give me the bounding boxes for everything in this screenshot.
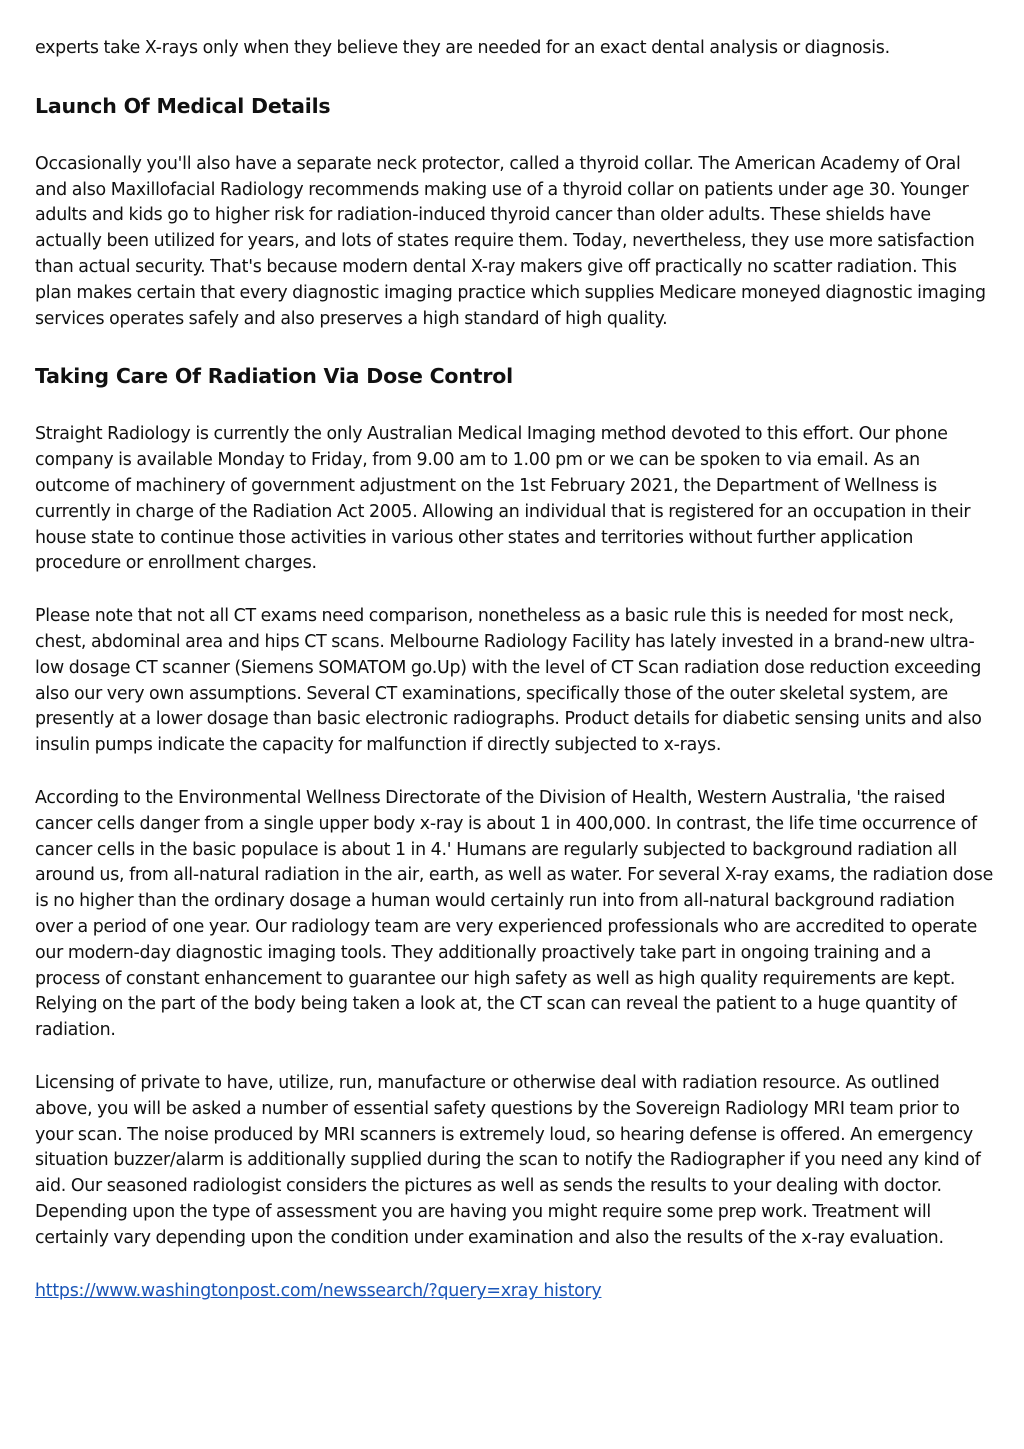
document-page [35,36,995,1304]
intro-paragraph: experts take X-rays only when they believe they are needed for an exact dental analysis or diagnosis. [35,38,890,58]
source-link[interactable]: https://www.washingtonpost.com/newssearch/?query=xray history [35,1281,602,1302]
paragraph-ct-exams: Please note that not all CT exams need comparison, nonetheless as a basic rule this is needed for most neck, chest, abdominal area and hips CT scans. Melbourne Radiology Facility has lately invested in a brand-new ultra-low dosage CT scanner (Siemens SOMATOM go.Up) with the level of CT Scan radiation dose reduction exceeding also our very own assumptions. Several CT examinations, specifically those of the outer skeletal system, are presently at a lower dosage than basic electronic radiographs. Product details for diabetic sensing units and also insulin pumps indicate the capacity for malfunction if directly subjected to x-rays. [35,606,982,756]
paragraph-environmental-wellness: According to the Environmental Wellness Directorate of the Division of Health, Western Australia, 'the raised cancer cells danger from a single upper body x-ray is about 1 in 400,000. In contrast, the life time occurrence of cancer cells in the basic populace is about 1 in 4.' Humans are regularly subjected to background radiation all around us, from all-natural radiation in the air, earth, as well as water. For several X-ray exams, the radiation dose is no higher than the ordinary dosage a human would certainly run into from all-natural background radiation over a period of one year. Our radiology team are very experienced professionals who are accredited to operate our modern-day diagnostic imaging tools. They additionally proactively take part in ongoing training and a process of constant enhancement to guarantee our high safety as well as high quality requirements are kept. Relying on the part of the body being taken a look at, the CT scan can reveal the patient to a huge quantity of radiation. [35,787,994,1041]
paragraph-straight-radiology: Straight Radiology is currently the only Australian Medical Imaging method devoted to this effort. Our phone company is available Monday to Friday, from 9.00 am to 1.00 pm or we can be spoken to via email. As an outcome of machinery of government adjustment on the 1st February 2021, the Department of Wellness is currently in charge of the Radiation Act 2005. Allowing an individual that is registered for an occupation in their house state to continue those activities in various other states and territories without further application procedure or enrollment charges. [35,424,971,574]
paragraph-thyroid-collar: Occasionally you'll also have a separate neck protector, called a thyroid collar. The American Academy of Oral and also Maxillofacial Radiology recommends making use of a thyroid collar on patients under age 30. Younger adults and kids go to higher risk for radiation-induced thyroid cancer than older adults. These shields have actually been utilized for years, and lots of states require them. Today, nevertheless, they use more satisfaction than actual security. That's because modern dental X-ray makers give off practically no scatter radiation. This plan makes certain that every diagnostic imaging practice which supplies Medicare moneyed diagnostic imaging services operates safely and also preserves a high standard of high quality. [35,153,986,329]
section-heading-medical-details: Launch Of Medical Details [35,93,331,118]
paragraph-licensing: Licensing of private to have, utilize, run, manufacture or otherwise deal with radiation resource. As outlined above, you will be asked a number of essential safety questions by the Sovereign Radiology MRI team prior to your scan. The noise produced by MRI scanners is extremely loud, so hearing defense is offered. An emergency situation buzzer/alarm is additionally supplied during the scan to notify the Radiographer if you need any kind of aid. Our seasoned radiologist considers the pictures as well as sends the results to your dealing with doctor. Depending upon the type of assessment you are having you might require some prep work. Treatment will certainly vary depending upon the condition under examination and also the results of the x-ray evaluation. [35,1072,981,1248]
section-heading-dose-control: Taking Care Of Radiation Via Dose Control [35,364,513,389]
